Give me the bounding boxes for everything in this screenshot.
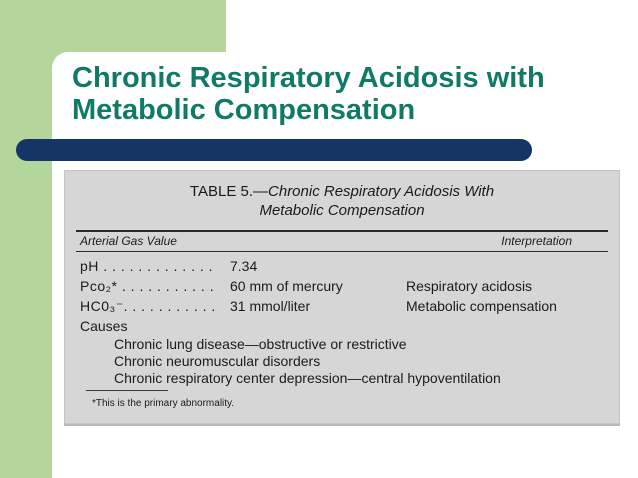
table-title-line-1: Chronic Respiratory Acidosis With bbox=[268, 183, 495, 200]
row-value: 60 mm of mercury bbox=[230, 278, 343, 294]
table-row-pco2 bbox=[80, 278, 532, 295]
table-dash: — bbox=[253, 183, 269, 200]
table-caption bbox=[64, 182, 620, 220]
row-interpretation: Respiratory acidosis bbox=[406, 278, 533, 294]
table-title-line-2: Metabolic Compensation bbox=[259, 202, 425, 219]
title-accent-bar bbox=[16, 139, 532, 161]
table-footnote: *This is the primary abnormality. bbox=[92, 398, 235, 409]
column-header-arterial-gas-value: Arterial Gas Value bbox=[80, 234, 177, 248]
cause-item: Chronic lung disease—obstructive or restrictive bbox=[114, 336, 407, 352]
footnote-rule bbox=[86, 390, 168, 391]
table-row-ph bbox=[80, 258, 406, 275]
table-row-hco3 bbox=[80, 298, 557, 315]
scanned-table-image bbox=[64, 170, 620, 424]
slide-title-line-2: Metabolic Compensation bbox=[72, 94, 416, 126]
table-number: TABLE 5. bbox=[189, 183, 254, 200]
slide-title-line-1: Chronic Respiratory Acidosis with bbox=[72, 62, 545, 94]
slide-title bbox=[72, 62, 632, 126]
row-value: 7.34 bbox=[230, 258, 258, 274]
cause-item: Chronic respiratory center depression—central hypoventilation bbox=[114, 370, 501, 386]
table-header-rule bbox=[76, 251, 608, 252]
table-top-rule bbox=[76, 230, 608, 232]
cause-item: Chronic neuromuscular disorders bbox=[114, 353, 321, 369]
row-interpretation: Metabolic compensation bbox=[406, 298, 557, 314]
row-label: pH . . . . . . . . . . . . . bbox=[80, 258, 214, 274]
causes-label: Causes bbox=[80, 318, 128, 334]
row-label: HC0₃⁻. . . . . . . . . . . bbox=[80, 298, 216, 314]
column-header-interpretation: Interpretation bbox=[501, 234, 572, 248]
row-value: 31 mmol/liter bbox=[230, 298, 311, 314]
scan-bottom-edge bbox=[64, 424, 620, 426]
row-label: Pco₂* . . . . . . . . . . . bbox=[80, 278, 215, 294]
